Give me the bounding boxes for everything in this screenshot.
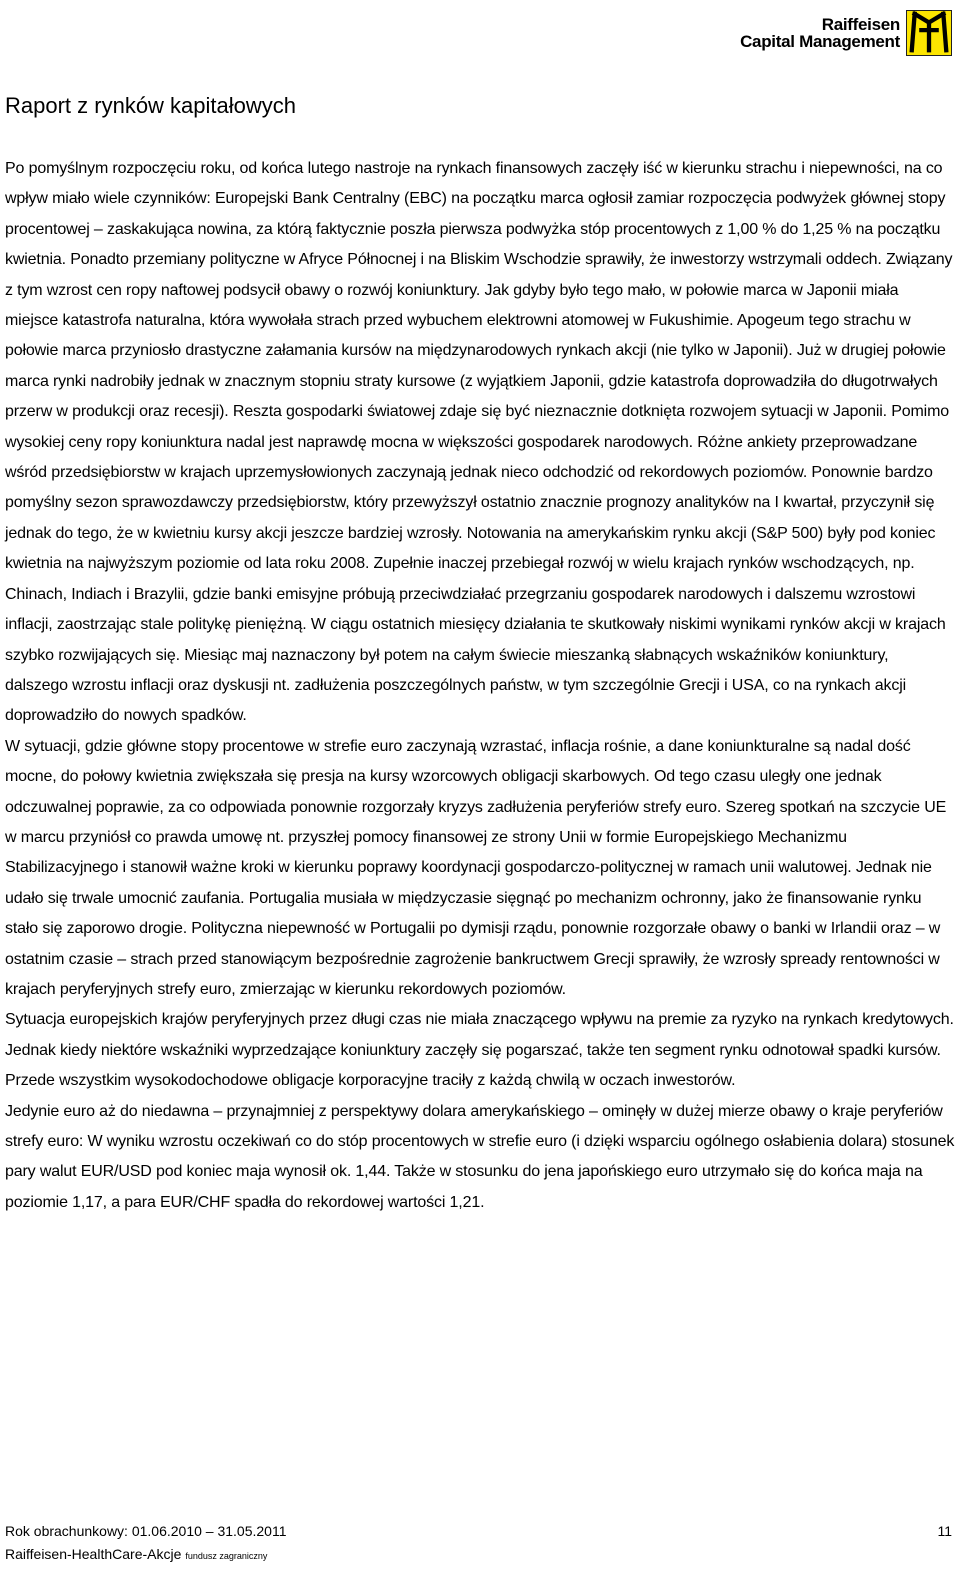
logo-line-1: Raiffeisen (821, 15, 900, 34)
paragraph: W sytuacji, gdzie główne stopy procentowe w strefie euro zaczynają wzrastać, inflacja rośnie, a dane koniunkturalne są nadal dość mocne, do połowy kwietnia zwiększała się presja na kursy wzorcowych obligacji skarbowych. Od tego czasu uległy one jednak odczuwalnej poprawie, za co odpowiada ponownie rozgorzały kryzys zadłużenia peryferiów strefy euro. Szereg spotkań na szczycie UE w marcu przyniósł co prawda umowę nt. przyszłej pomocy finansowej ze strony Unii w formie Europejskiego Mechanizmu Stabilizacyjnego i stanowił ważne kroki w kierunku poprawy koordynacji gospodarczo-politycznej w ramach unii walutowej. Jednak nie udało się trwale umocnić zaufania. Portugalia musiała w międzyczasie sięgnąć po mechanizm ochronny, jako że finansowanie rynku stało się zaporowo drogie. Polityczna niepewność w Portugalii po dymisji rządu, ponownie rozgorzałe obawy o banki w Irlandii oraz – w ostatnim czasie – strach przed stanowiącym bezpośrednie zagrożenie bankructwem Grecji sprawiły, że wzrosły spready rentowności w krajach peryferyjnych strefy euro, zmierzając w kierunku rekordowych poziomów. (5, 737, 947, 998)
logo-line-2: Capital Management (740, 32, 900, 51)
page-number: 11 (937, 1523, 952, 1539)
fund-name: Raiffeisen-HealthCare-Akcje (5, 1546, 182, 1562)
company-logo (740, 10, 952, 56)
paragraph: Jedynie euro aż do niedawna – przynajmniej z perspektywy dolara amerykańskiego – ominęły w dużej mierze obawy o kraje peryferiów strefy euro: W wyniku wzrostu oczekiwań co do stóp procentowych w strefie euro (i dzięki wsparciu ogólnego osłabienia dolara) stosunek pary walut EUR/USD pod koniec maja wynosił ok. 1,44. Także w stosunku do jena japońskiego euro utrzymało się do końca maja na poziomie 1,17, a para EUR/CHF spadła do rekordowej wartości 1,21. (5, 1102, 955, 1211)
raiffeisen-gable-cross-icon (906, 10, 952, 56)
paragraph: Sytuacja europejskich krajów peryferyjnych przez długi czas nie miała znaczącego wpływu na premie za ryzyko na rynkach kredytowych. Jednak kiedy niektóre wskaźniki wyprzedzające koniunktury zaczęły się pogarszać, także ten segment rynku odnotował spadki kursów. Przede wszystkim wysokodochodowe obligacje korporacyjne traciły z każdą chwilą w oczach inwestorów. (5, 1011, 954, 1090)
report-body (5, 154, 955, 1218)
logo-wordmark (740, 16, 900, 50)
fiscal-year-label: Rok obrachunkowy: 01.06.2010 – 31.05.2011 (5, 1523, 287, 1539)
fund-type: fundusz zagraniczny (185, 1551, 268, 1561)
page-footer (5, 1522, 952, 1540)
page-title: Raport z rynków kapitałowych (5, 93, 297, 118)
paragraph: Po pomyślnym rozpoczęciu roku, od końca lutego nastroje na rynkach finansowych zaczęły iść w kierunku strachu i niepewności, na co wpływ miało wiele czynników: Europejski Bank Centralny (EBC) na początku marca ogłosił zamiar rozpoczęcia podwyżek głównej stopy procentowej – zaskakująca nowina, za którą faktycznie poszła pierwsza podwyżka stóp procentowych z 1,00 % do 1,25 % na początku kwietnia. Ponadto przemiany polityczne w Afryce Północnej i na Bliskim Wschodzie sprawiły, że inwestorzy wstrzymali oddech. Związany z tym wzrost cen ropy naftowej podsycił obawy o rozwój koniunktury. Jak gdyby było tego mało, w połowie marca w Japonii miała miejsce katastrofa naturalna, która wywołała strach przed wybuchem elektrowni atomowej w Fukushimie. Apogeum tego strachu w połowie marca przyniosło drastyczne załamania kursów na międzynarodowych rynkach akcji (nie tylko w Japonii). Już w drugiej połowie marca rynki nadrobiły jednak w znacznym stopniu straty kursowe (z wyjątkiem Japonii, gdzie katastrofa doprowadziła do długotrwałych przerw w produkcji oraz recesji). Reszta gospodarki światowej zdaje się być nieznacznie dotknięta rozwojem sytuacji w Japonii. Pomimo wysokiej ceny ropy koniunktura nadal jest naprawdę mocna w większości gospodarek narodowych. Różne ankiety przeprowadzane wśród przedsiębiorstw w krajach uprzemysłowionych zaczynają jednak nieco odchodzić od rekordowych poziomów. Ponownie bardzo pomyślny sezon sprawozdawczy przedsiębiorstw, który przewyższył ostatnio znacznie prognozy analityków na I kwartał, przyczynił się jednak do tego, że w kwietniu kursy akcji jeszcze bardziej wzrosły. Notowania na amerykańskim rynku akcji (S&P 500) były pod koniec kwietnia na najwyższym poziomie od lata roku 2008. Zupełnie inaczej przebiegał rozwój w wielu krajach rynków wschodzących, np. Chinach, Indiach i Brazylii, gdzie banki emisyjne próbują przeciwdziałać przegrzaniu gospodarek narodowych i dalszemu wzrostowi inflacji, zaostrzając stale politykę pieniężną. W ciągu ostatnich miesięcy działania te skutkowały niskimi wynikami rynków akcji w krajach szybko rozwijających się. Miesiąc maj naznaczony był potem na całym świecie mieszanką słabnących wskaźników koniunktury, dalszego wzrostu inflacji oraz dyskusji nt. zadłużenia poszczególnych państw, w tym szczególnie Grecji i USA, co na rynkach akcji doprowadziło do nowych spadków. (5, 160, 953, 725)
fund-footer (5, 1545, 267, 1565)
